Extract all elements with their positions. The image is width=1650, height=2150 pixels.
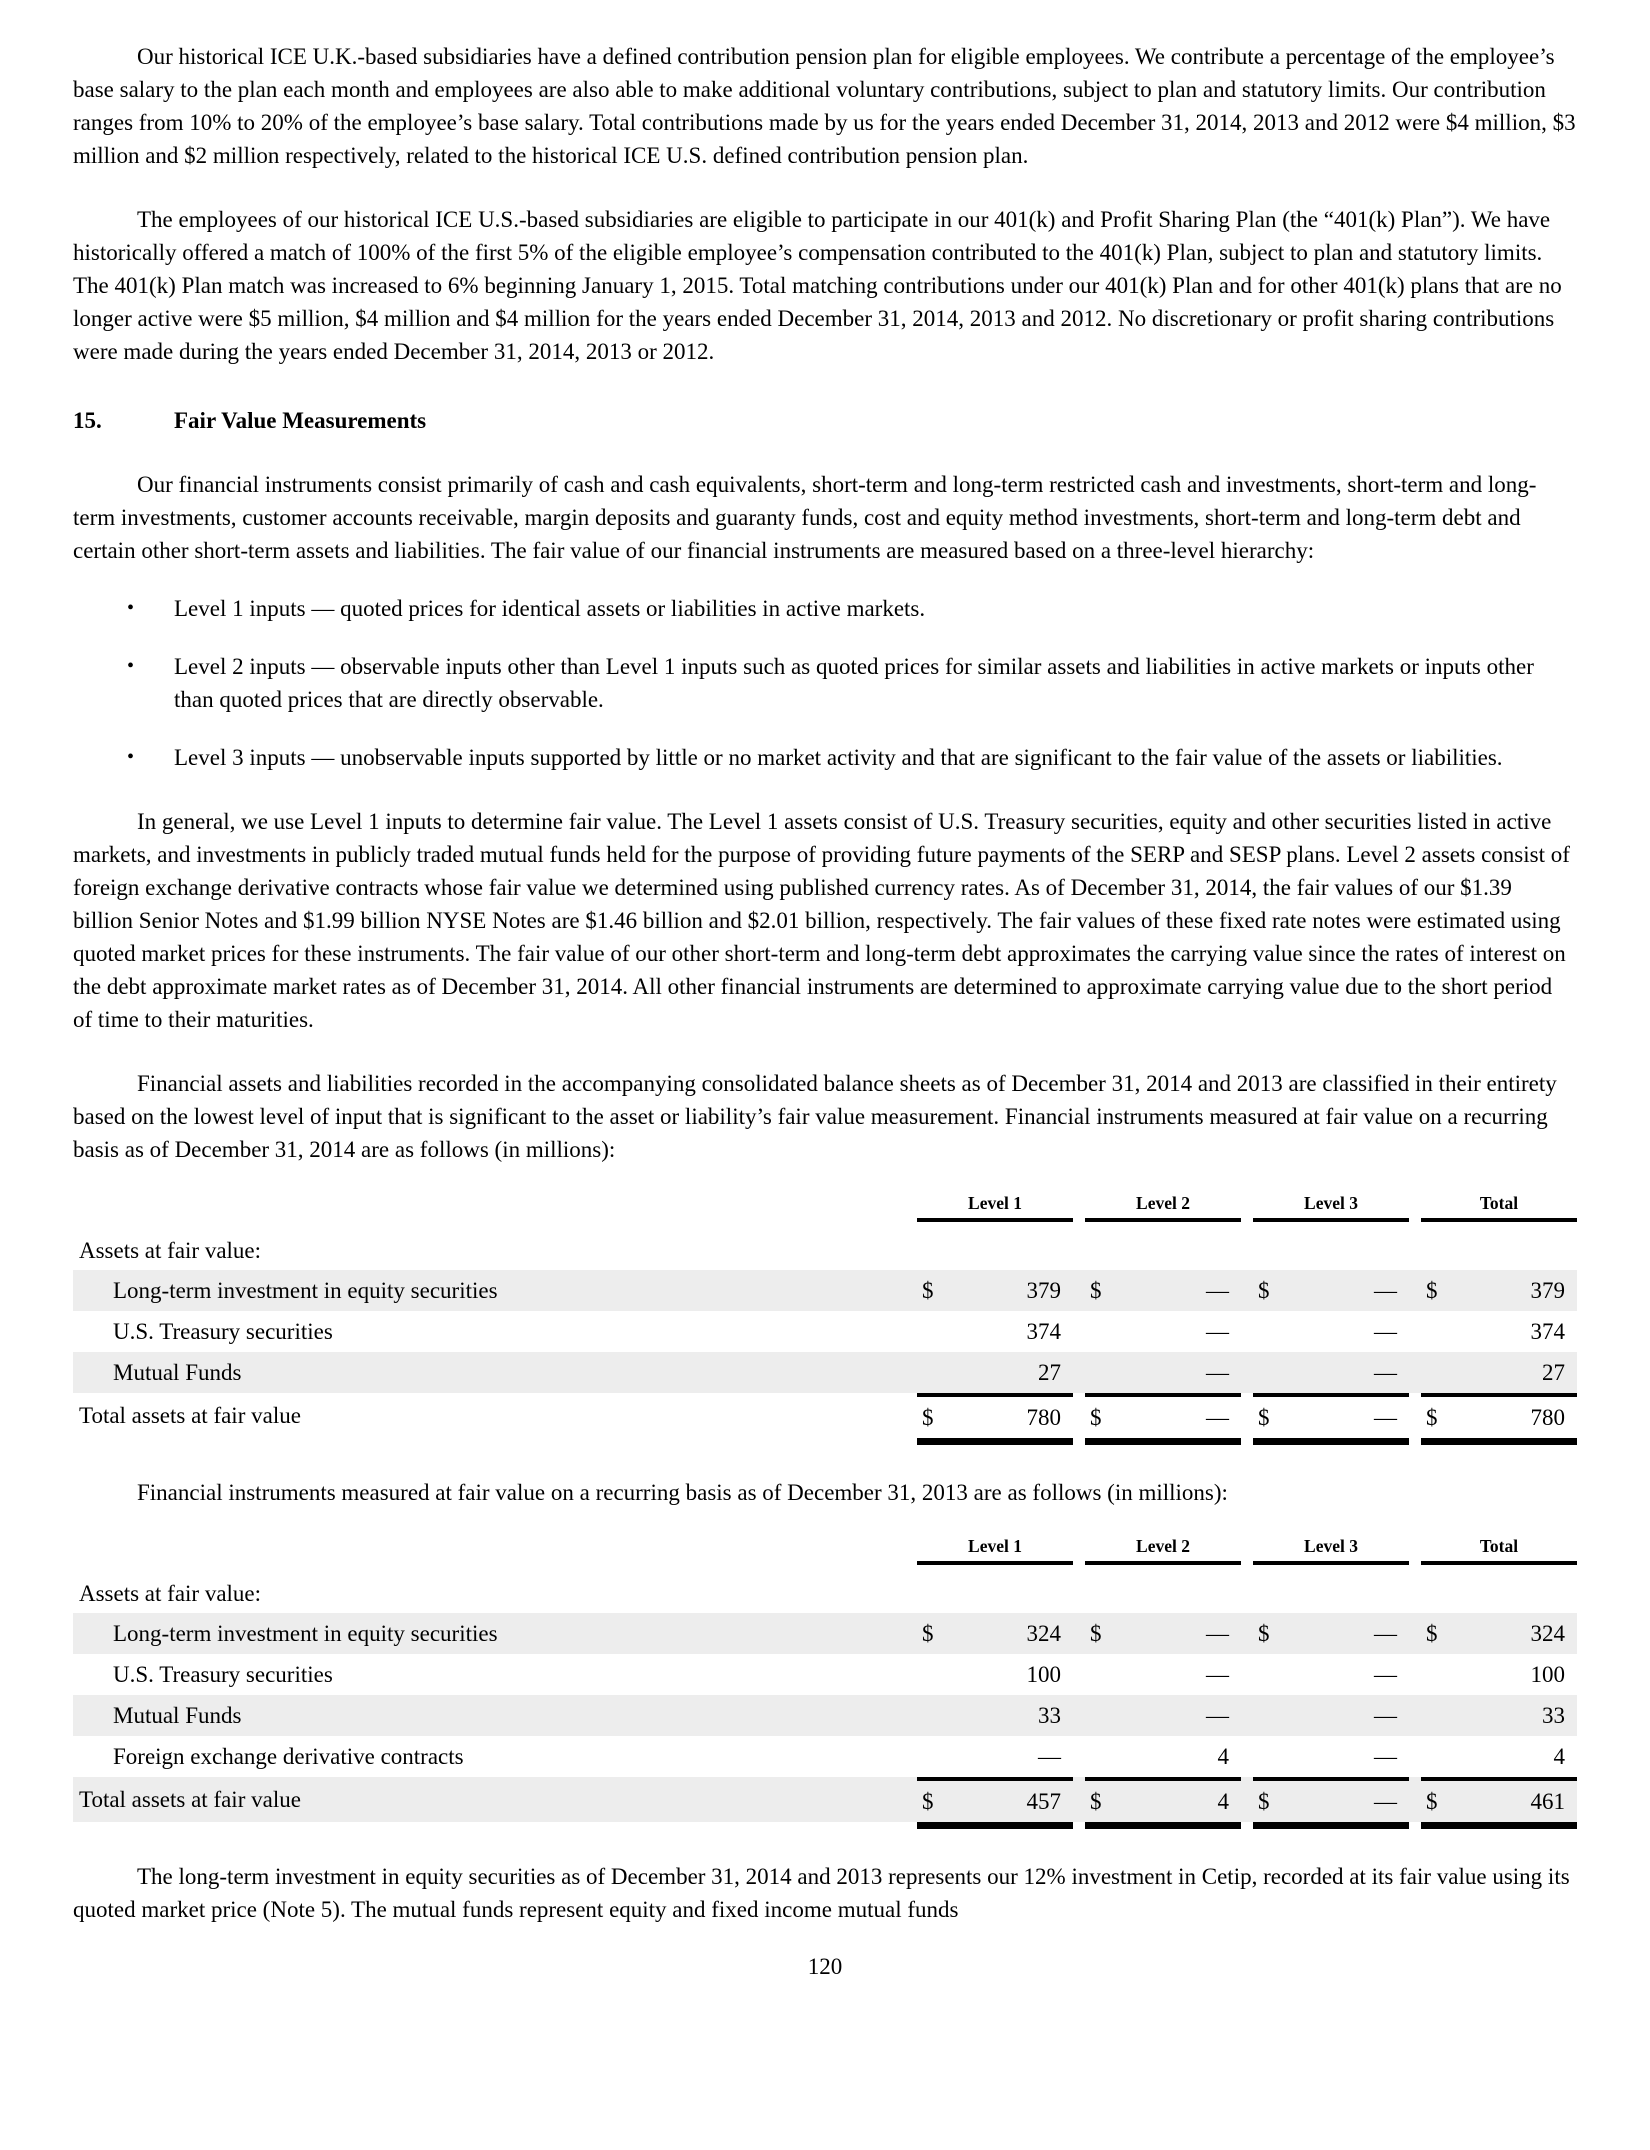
cell-value: —: [1374, 1744, 1397, 1769]
currency-symbol: $: [1090, 1405, 1102, 1430]
currency-symbol: $: [1426, 1405, 1438, 1430]
rule-spacer: [73, 1822, 905, 1829]
bullet-text: Level 3 inputs — unobservable inputs supported by little or no market activity and that are significant to the fair value of the assets or liabilities.: [174, 745, 1503, 770]
cell-value: —: [1374, 1662, 1397, 1687]
section-number: 15.: [73, 408, 102, 433]
table-cell: [1421, 1777, 1577, 1822]
currency-symbol: $: [1258, 1278, 1270, 1303]
paragraph-cetip-investment: The long-term investment in equity securities as of December 31, 2014 and 2013 represents our 12% investment in Cetip, recorded at its fair value using its quoted market price (Note 5). The mutual funds represent equity and fixed income mutual funds: [73, 1864, 1570, 1922]
cell-value: 457: [1026, 1789, 1061, 1814]
cell-value: —: [1374, 1360, 1397, 1385]
currency-symbol: $: [1090, 1789, 1102, 1814]
bullet-icon: •: [127, 746, 135, 768]
cell-value: —: [1374, 1278, 1397, 1303]
cell-value: —: [1038, 1744, 1061, 1769]
column-header-total: Total: [1421, 1188, 1577, 1222]
table-cell: [1085, 1393, 1241, 1438]
section-label: Assets at fair value:: [79, 1237, 262, 1263]
cell-value: 100: [1026, 1662, 1061, 1687]
table-row: [73, 1311, 1577, 1352]
paragraph-level1-usage: In general, we use Level 1 inputs to determine fair value. The Level 1 assets consist of U.S. Treasury securities, equity and other securities listed in active markets, and investments in publicly traded mutual funds held for the purpose of providing future payments of the SERP and SESP plans. Level 2 assets consist of foreign exchange derivative contracts whose fair value we determined using published currency rates. As of December 31, 2014, the fair values of our $1.39 billion Senior Notes and $1.99 billion NYSE Notes are $1.46 billion and $2.01 billion, respectively. The fair values of these fixed rate notes were estimated using quoted market prices for these instruments. The fair value of our other short-term and long-term debt approximates the carrying value since the rates of interest on the debt approximate market rates as of December 31, 2014. All other financial instruments are determined to approximate carrying value due to the short period of time to their maturities.: [73, 809, 1570, 1032]
row-label: Mutual Funds: [113, 1360, 242, 1385]
column-header-level1: Level 1: [917, 1531, 1073, 1565]
cell-value: —: [1374, 1621, 1397, 1646]
table-double-rule: [73, 1822, 1577, 1829]
table-cell: [917, 1695, 1073, 1736]
column-header-level1: Level 1: [917, 1188, 1073, 1222]
cell-value: 461: [1530, 1789, 1565, 1814]
table-header-row: [73, 1188, 1577, 1222]
table-section-row: [73, 1230, 1577, 1270]
currency-symbol: $: [1426, 1789, 1438, 1814]
table-row: [73, 1736, 1577, 1777]
bullet-text: Level 2 inputs — observable inputs other than Level 1 inputs such as quoted prices for similar assets and liabilities in active markets or inputs other than quoted prices that are directly observable.: [174, 654, 1534, 712]
table-header-spacer: [73, 1531, 905, 1565]
cell-value: —: [1374, 1405, 1397, 1430]
bullet-icon: •: [127, 597, 135, 619]
cell-value: 324: [1026, 1621, 1061, 1646]
cell-value: 100: [1530, 1662, 1565, 1687]
table-cell: [917, 1736, 1073, 1777]
table-cell: [1253, 1777, 1409, 1822]
table-section-row: [73, 1573, 1577, 1613]
cell-value: 379: [1026, 1278, 1061, 1303]
cell-value: 780: [1530, 1405, 1565, 1430]
table-cell: [917, 1352, 1073, 1393]
cell-value: —: [1206, 1360, 1229, 1385]
table-cell: [1085, 1613, 1241, 1654]
fair-value-table-2013: [73, 1531, 1577, 1829]
currency-symbol: $: [922, 1621, 934, 1646]
cell-value: 27: [1038, 1360, 1061, 1385]
double-rule-segment: [1085, 1822, 1241, 1829]
section-title: Fair Value Measurements: [174, 408, 427, 433]
table-cell: [1421, 1311, 1577, 1352]
cell-value: —: [1206, 1662, 1229, 1687]
table-cell: [1085, 1777, 1241, 1822]
currency-symbol: $: [1258, 1405, 1270, 1430]
cell-value: 27: [1542, 1360, 1565, 1385]
cell-value: 33: [1542, 1703, 1565, 1728]
table-header-row: [73, 1531, 1577, 1565]
currency-symbol: $: [1258, 1621, 1270, 1646]
currency-symbol: $: [1426, 1621, 1438, 1646]
column-header-level3: Level 3: [1253, 1188, 1409, 1222]
double-rule-segment: [1253, 1438, 1409, 1445]
table-cell: [1253, 1352, 1409, 1393]
row-label: U.S. Treasury securities: [113, 1662, 333, 1687]
currency-symbol: $: [922, 1278, 934, 1303]
cell-value: —: [1206, 1319, 1229, 1344]
table-total-row: [73, 1777, 1577, 1822]
table-cell: [1421, 1654, 1577, 1695]
table-cell: [1085, 1654, 1241, 1695]
row-label: Long-term investment in equity securities: [113, 1278, 498, 1303]
table-cell: [1421, 1393, 1577, 1438]
table-cell: [1421, 1352, 1577, 1393]
column-header-level3: Level 3: [1253, 1531, 1409, 1565]
column-header-total: Total: [1421, 1531, 1577, 1565]
table-cell: [1421, 1613, 1577, 1654]
table-cell: [917, 1393, 1073, 1438]
table-cell: [1421, 1695, 1577, 1736]
table-double-rule: [73, 1438, 1577, 1445]
table-cell: [1085, 1695, 1241, 1736]
double-rule-segment: [1421, 1438, 1577, 1445]
row-label: Mutual Funds: [113, 1703, 242, 1728]
currency-symbol: $: [922, 1789, 934, 1814]
section-heading: [73, 404, 1577, 437]
table-cell: [1253, 1613, 1409, 1654]
column-header-level2: Level 2: [1085, 1188, 1241, 1222]
currency-symbol: $: [1090, 1621, 1102, 1646]
row-label: Long-term investment in equity securities: [113, 1621, 498, 1646]
cell-value: 4: [1217, 1789, 1229, 1814]
section-label: Assets at fair value:: [79, 1580, 262, 1606]
paragraph-pension-plan: Our historical ICE U.K.-based subsidiaries have a defined contribution pension plan for eligible employees. We contribute a percentage of the employee’s base salary to the plan each month and employees are also able to make additional voluntary contributions, subject to plan and statutory limits. Our contribution ranges from 10% to 20% of the employee’s base salary. Total contributions made by us for the years ended December 31, 2014, 2013 and 2012 were $4 million, $3 million and $2 million respectively, related to the historical ICE U.S. defined contribution pension plan.: [73, 44, 1576, 168]
table-cell: [917, 1777, 1073, 1822]
cell-value: 33: [1038, 1703, 1061, 1728]
double-rule-segment: [1421, 1822, 1577, 1829]
total-label: Total assets at fair value: [79, 1403, 301, 1428]
table-cell: [1253, 1393, 1409, 1438]
rule-spacer: [73, 1438, 905, 1445]
table-cell: [1421, 1573, 1577, 1613]
cell-value: 4: [1217, 1744, 1229, 1769]
table-row: [73, 1352, 1577, 1393]
bullet-level3: [127, 741, 1577, 774]
cell-value: —: [1374, 1319, 1397, 1344]
table-cell: [1085, 1230, 1241, 1270]
cell-value: 374: [1530, 1319, 1565, 1344]
cell-value: 780: [1026, 1405, 1061, 1430]
cell-value: —: [1206, 1405, 1229, 1430]
cell-value: 374: [1026, 1319, 1061, 1344]
table-cell: [1253, 1311, 1409, 1352]
table-cell: [917, 1573, 1073, 1613]
paragraph-financial-instruments: Our financial instruments consist primarily of cash and cash equivalents, short-term and long-term restricted cash and investments, short-term and long-term investments, customer accounts receivable, margin deposits and guaranty funds, cost and equity method investments, short-term and long-term debt and certain other short-term assets and liabilities. The fair value of our financial instruments are measured based on a three-level hierarchy:: [73, 472, 1537, 563]
currency-symbol: $: [1258, 1789, 1270, 1814]
table-cell: [1085, 1736, 1241, 1777]
cell-value: —: [1206, 1703, 1229, 1728]
table-row: [73, 1613, 1577, 1654]
double-rule-segment: [1253, 1822, 1409, 1829]
currency-symbol: $: [1426, 1278, 1438, 1303]
cell-value: —: [1374, 1789, 1397, 1814]
bullet-icon: •: [127, 655, 135, 677]
cell-value: 324: [1530, 1621, 1565, 1646]
paragraph-recurring-2014-intro: Financial assets and liabilities recorded in the accompanying consolidated balance sheets as of December 31, 2014 and 2013 are classified in their entirety based on the lowest level of input that is significant to the asset or liability’s fair value measurement. Financial instruments measured at fair value on a recurring basis as of December 31, 2014 are as follows (in millions):: [73, 1071, 1557, 1162]
page-number: 120: [807, 1954, 843, 1979]
table-cell: [1253, 1654, 1409, 1695]
column-header-level2: Level 2: [1085, 1531, 1241, 1565]
table-cell: [1253, 1695, 1409, 1736]
double-rule-segment: [917, 1822, 1073, 1829]
bullet-level2: [127, 650, 1577, 716]
table-cell: [1253, 1573, 1409, 1613]
cell-value: —: [1206, 1621, 1229, 1646]
table-row: [73, 1695, 1577, 1736]
paragraph-401k-plan: The employees of our historical ICE U.S.-based subsidiaries are eligible to participate in our 401(k) and Profit Sharing Plan (the “401(k) Plan”). We have historically offered a match of 100% of the first 5% of the eligible employee’s compensation contributed to the 401(k) Plan, subject to plan and statutory limits. The 401(k) Plan match was increased to 6% beginning January 1, 2015. Total matching contributions under our 401(k) Plan and for other 401(k) plans that are no longer active were $5 million, $4 million and $4 million for the years ended December 31, 2014, 2013 and 2012. No discretionary or profit sharing contributions were made during the years ended December 31, 2014, 2013 or 2012.: [73, 207, 1562, 364]
currency-symbol: $: [1090, 1278, 1102, 1303]
table-cell: [917, 1311, 1073, 1352]
cell-value: —: [1206, 1278, 1229, 1303]
table-cell: [1253, 1736, 1409, 1777]
table-total-row: [73, 1393, 1577, 1438]
table-cell: [917, 1654, 1073, 1695]
double-rule-segment: [1085, 1438, 1241, 1445]
bullet-level1: [127, 592, 1577, 625]
table-row: [73, 1270, 1577, 1311]
cell-value: —: [1374, 1703, 1397, 1728]
bullet-text: Level 1 inputs — quoted prices for identical assets or liabilities in active markets.: [174, 596, 926, 621]
table-cell: [1421, 1230, 1577, 1270]
row-label: U.S. Treasury securities: [113, 1319, 333, 1344]
table-cell: [917, 1270, 1073, 1311]
table-cell: [1085, 1352, 1241, 1393]
table-cell: [1421, 1270, 1577, 1311]
fair-value-table-2014: [73, 1188, 1577, 1445]
table-cell: [917, 1613, 1073, 1654]
cell-value: 379: [1530, 1278, 1565, 1303]
table-cell: [1253, 1230, 1409, 1270]
total-label: Total assets at fair value: [79, 1787, 301, 1812]
paragraph-recurring-2013-intro: Financial instruments measured at fair value on a recurring basis as of December 31, 2013 are as follows (in millions):: [137, 1480, 1228, 1505]
table-cell: [1085, 1270, 1241, 1311]
table-cell: [1085, 1573, 1241, 1613]
table-cell: [1085, 1311, 1241, 1352]
table-header-spacer: [73, 1188, 905, 1222]
table-cell: [1253, 1270, 1409, 1311]
table-row: [73, 1654, 1577, 1695]
table-cell: [917, 1230, 1073, 1270]
row-label: Foreign exchange derivative contracts: [113, 1744, 464, 1769]
double-rule-segment: [917, 1438, 1073, 1445]
cell-value: 4: [1553, 1744, 1565, 1769]
currency-symbol: $: [922, 1405, 934, 1430]
table-cell: [1421, 1736, 1577, 1777]
